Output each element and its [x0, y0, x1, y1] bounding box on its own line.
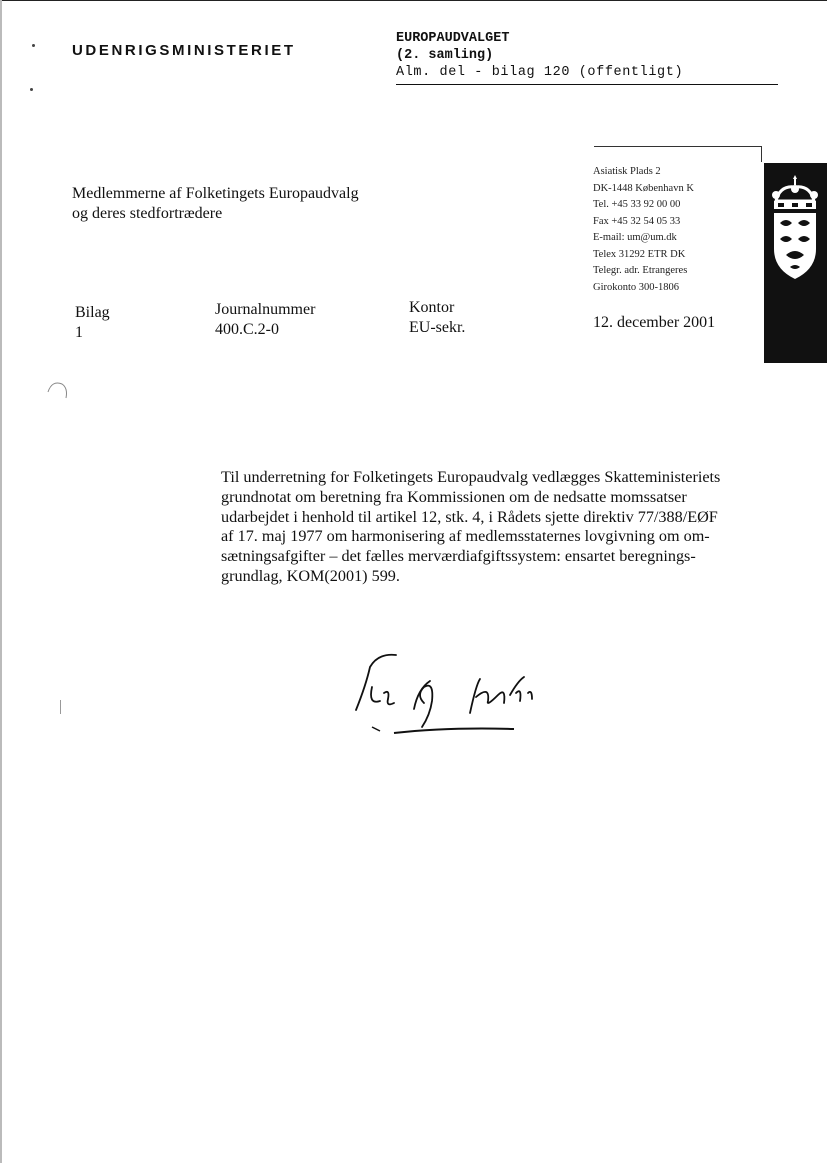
- punch-hole-mark: [44, 378, 72, 404]
- body-line: af 17. maj 1977 om harmonisering af medlemsstaternes lovgivning om om-: [221, 527, 710, 546]
- address-telegraph: Telegr. adr. Etrangeres: [593, 265, 688, 276]
- handwritten-signature: [338, 645, 578, 745]
- address-street: Asiatisk Plads 2: [593, 166, 661, 177]
- crest-band: [764, 163, 827, 363]
- kontor-value: EU-sekr.: [409, 319, 466, 336]
- sender-address: [593, 164, 694, 296]
- recipients-line-1: Medlemmerne af Folketingets Europaudvalg: [72, 185, 359, 202]
- royal-crest-icon: [764, 171, 827, 301]
- address-fax: Fax +45 32 54 05 33: [593, 215, 681, 227]
- address-telex: Telex 31292 ETR DK: [593, 248, 686, 260]
- body-line: Til underretning for Folketingets Europaudvalg vedlægges Skatteministeriets: [221, 468, 721, 486]
- stamp-line-appendix: Alm. del - bilag 120 (offentligt): [396, 65, 684, 80]
- scan-speck: [30, 88, 33, 91]
- body-line: grundnotat om beretning fra Kommissionen om de nedsatte momssatser: [221, 487, 687, 506]
- address-phone: Tel. +45 33 92 00 00: [593, 199, 681, 210]
- address-city: DK-1448 København K: [593, 182, 694, 194]
- body-line: sætningsafgifter – det fælles merværdiafgiftssystem: ensartet beregnings-: [221, 547, 696, 566]
- stamp-line-session: (2. samling): [396, 48, 494, 63]
- bilag-label: Bilag: [75, 304, 110, 321]
- recipients-line-2: og deres stedfortrædere: [72, 205, 223, 222]
- scan-mark: [60, 700, 61, 714]
- stamp-line-committee: EUROPAUDVALGET: [396, 31, 510, 46]
- address-email: E-mail: um@um.dk: [593, 232, 677, 243]
- address-rule-tick: [761, 146, 762, 162]
- left-scan-edge: [0, 0, 2, 1163]
- journal-value: 400.C.2-0: [215, 321, 279, 338]
- stamp-underline: [396, 84, 778, 85]
- body-line: udarbejdet i henhold til artikel 12, stk. 4, i Rådets sjette direktiv 77/388/EØF: [221, 507, 718, 526]
- ministry-name: UDENRIGSMINISTERIET: [72, 42, 296, 59]
- letter-body: [221, 468, 761, 587]
- address-rule: [594, 146, 762, 147]
- journal-label: Journalnummer: [215, 301, 316, 318]
- top-scan-rule: [0, 0, 827, 1]
- kontor-label: Kontor: [409, 299, 455, 316]
- bilag-value: 1: [75, 324, 83, 341]
- committee-stamp: [396, 30, 683, 81]
- recipients-block: [72, 184, 359, 224]
- address-giro: Girokonto 300-1806: [593, 281, 680, 293]
- body-line: grundlag, KOM(2001) 599.: [221, 566, 400, 585]
- letter-date: 12. december 2001: [593, 314, 716, 331]
- scan-speck: [32, 44, 35, 47]
